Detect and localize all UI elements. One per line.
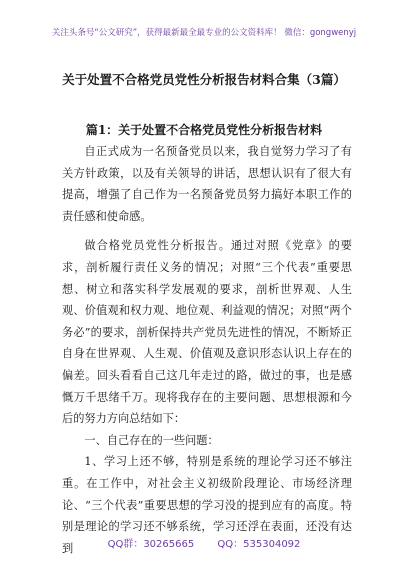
section-heading: 篇1：关于处置不合格党员党性分析报告材料: [85, 123, 323, 137]
body-text: [62, 141, 352, 559]
paragraph: 自正式成为一名预备党员以来，我自觉努力学习了有关方针政策，以及有关领导的讲话，思想认识有了很大有提高，增强了自己作为一名预备党员努力搞好本职工作的责任感和使命感。: [62, 145, 352, 223]
footer-qq: QQ：535304092: [217, 539, 301, 550]
header-banner: 关注头条号“公文研究”，获得最新最全最专业的公文资料库！ 微信：gongwenyj: [51, 28, 357, 38]
document-title: 关于处置不合格党员党性分析报告材料合集（3篇）: [62, 72, 346, 87]
paragraph: 一、自己存在的一些问题：: [84, 433, 219, 447]
footer: [0, 535, 408, 550]
paragraph: 做合格党员党性分析报告。通过对照《党章》的要求，剖析履行责任义务的情况；对照“三个代表”重要思想、树立和落实科学发展观的要求，剖析世界观、人生观、价值观和权力观、地位观、利益观的情况；对照“两个务必”的要求，剖析保持共产党员先进性的情况，不断矫正自身在世界观、人生观、价值观及意识形态认识上存在的偏差。回头看看自己这几年走过的路，做过的事，也是感慨万千思绪千万。现将我存在的主要问题、思想根源和今后的努力方向总结如下：: [62, 239, 352, 426]
paragraph: 1、学习上还不够，特别是系统的理论学习还不够注重。在工作中，对社会主义初级阶段理论、市场经济理论、“三个代表”重要思想的学习没的提到应有的高度。特别是理论的学习还不够系统，学习还浮在表面，还没有达到: [62, 455, 352, 555]
footer-qq-group: QQ群：30265665: [107, 539, 195, 550]
